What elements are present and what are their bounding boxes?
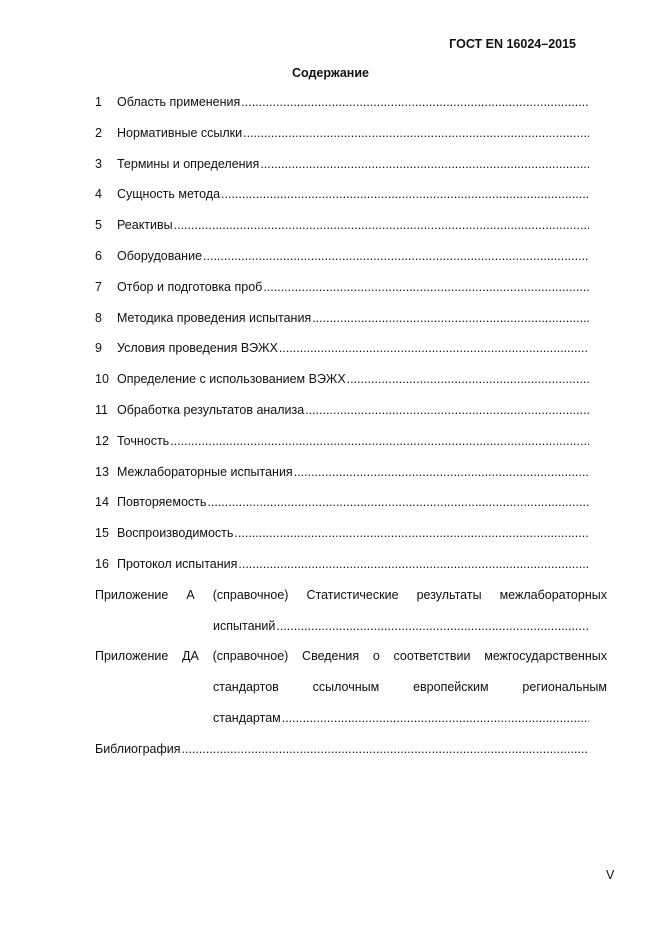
annex-da-continuation-2[interactable] — [95, 711, 589, 742]
annex-a-word: А — [186, 587, 195, 602]
toc-entry-number: 8 — [95, 310, 102, 325]
toc-entry-number: 12 — [95, 433, 109, 448]
annex-da-cont-text: стандартам — [213, 710, 281, 725]
annex-da-cont-word: ссылочным — [312, 680, 380, 695]
toc-entry-text: Реактивы — [117, 218, 173, 233]
toc-entry[interactable] — [95, 495, 589, 526]
toc-entry-number: 2 — [95, 125, 102, 140]
toc-entry-number: 7 — [95, 279, 102, 294]
toc-entry-text: Оборудование — [117, 248, 203, 263]
toc-entry-number: 11 — [95, 402, 108, 417]
toc-entry-number: 3 — [95, 156, 102, 171]
dot-leader — [233, 526, 589, 540]
toc-entry-text: Межлабораторные испытания — [117, 464, 293, 479]
annex-da-word: Сведения — [302, 649, 360, 664]
toc-entry-bibliography[interactable] — [95, 742, 589, 773]
dot-leader — [259, 157, 589, 171]
page-number: V — [606, 868, 615, 882]
toc-entry[interactable] — [95, 187, 589, 218]
annex-da-line — [95, 649, 607, 680]
dot-leader — [173, 218, 589, 232]
annex-a-word: (справочное) — [212, 587, 289, 602]
toc-entry[interactable] — [95, 465, 589, 496]
toc-entry-text: Сущность метода — [117, 187, 221, 202]
dot-leader — [237, 557, 589, 571]
dot-leader — [281, 711, 589, 742]
annex-a-word: результаты — [416, 587, 482, 602]
toc-entry[interactable] — [95, 311, 589, 342]
toc-entry-number: 13 — [95, 464, 109, 479]
dot-leader — [278, 341, 589, 355]
toc-entry-text: Воспроизводимость — [117, 526, 234, 541]
toc-entry-text: Точность — [117, 433, 170, 448]
annex-a-continuation[interactable] — [95, 619, 589, 650]
toc-entry-text: Нормативные ссылки — [117, 125, 243, 140]
toc-entry-number: 14 — [95, 495, 109, 510]
toc-entry-text: Термины и определения — [117, 156, 260, 171]
toc-entry[interactable] — [95, 280, 589, 311]
annex-da-word: соответствии — [393, 649, 471, 664]
annex-a-cont-text: испытаний — [213, 618, 276, 633]
annex-da-word: (справочное) — [212, 649, 289, 664]
toc-entry-number: 5 — [95, 218, 102, 233]
toc-entry[interactable] — [95, 557, 589, 588]
toc-entry[interactable] — [95, 218, 589, 249]
toc-entry[interactable] — [95, 526, 589, 557]
annex-da-word: о — [372, 649, 380, 664]
dot-leader — [202, 249, 589, 263]
dot-leader — [311, 311, 589, 325]
annex-da-cont-word: стандартов — [213, 680, 279, 695]
dot-leader — [346, 372, 589, 386]
toc-entry-text: Повторяемость — [117, 495, 207, 510]
dot-leader — [242, 126, 589, 140]
toc-entry-text: Библиография — [95, 741, 181, 756]
dot-leader — [169, 434, 589, 448]
toc-entry[interactable] — [95, 126, 589, 157]
toc-entry[interactable] — [95, 372, 589, 403]
toc-entry-text: Область применения — [117, 95, 241, 109]
dot-leader — [275, 619, 589, 650]
toc-entry-text: Определение с использованием ВЭЖХ — [117, 372, 346, 387]
toc-entry-number: 10 — [95, 372, 109, 387]
document-id: ГОСТ EN 16024–2015 — [449, 37, 576, 51]
toc-entry-text: Методика проведения испытания — [117, 310, 312, 325]
toc-entry-text: Отбор и подготовка проб — [117, 279, 263, 294]
dot-leader — [262, 280, 589, 294]
toc-entry-number: 4 — [95, 187, 102, 202]
toc-entry[interactable] — [95, 434, 589, 465]
toc-entry-number: 1 — [95, 95, 102, 109]
toc-entry-number: 9 — [95, 341, 102, 356]
annex-a-word: Статистические — [306, 587, 399, 602]
toc-entry[interactable] — [95, 157, 589, 188]
annex-da-cont-word: европейским — [413, 680, 489, 695]
table-of-contents — [95, 95, 607, 773]
dot-leader — [220, 187, 589, 201]
dot-leader — [304, 403, 589, 417]
annex-da-word: ДА — [182, 649, 199, 664]
dot-leader — [240, 95, 589, 109]
toc-entry-number: 16 — [95, 556, 109, 571]
toc-entry-text: Протокол испытания — [117, 556, 238, 571]
annex-da-word: Приложение — [95, 649, 169, 664]
annex-da-word: межгосударственных — [484, 649, 607, 664]
toc-entry[interactable] — [95, 95, 589, 126]
toc-entry-text: Условия проведения ВЭЖХ — [117, 341, 278, 356]
dot-leader — [293, 465, 589, 479]
page-title: Содержание — [291, 66, 369, 80]
toc-entry-text: Обработка результатов анализа — [117, 402, 305, 417]
toc-entry-number: 6 — [95, 248, 102, 263]
annex-a-word: Приложение — [95, 587, 169, 602]
annex-a-word: межлабораторных — [499, 587, 607, 602]
annex-da-cont-word: региональным — [522, 680, 607, 695]
toc-entry[interactable] — [95, 249, 589, 280]
annex-da-continuation-1 — [95, 680, 607, 711]
dot-leader — [206, 495, 589, 509]
dot-leader — [181, 742, 589, 756]
toc-entry[interactable] — [95, 403, 589, 434]
toc-entry[interactable] — [95, 341, 589, 372]
toc-entry-number: 15 — [95, 526, 109, 541]
annex-a-line — [95, 588, 607, 619]
